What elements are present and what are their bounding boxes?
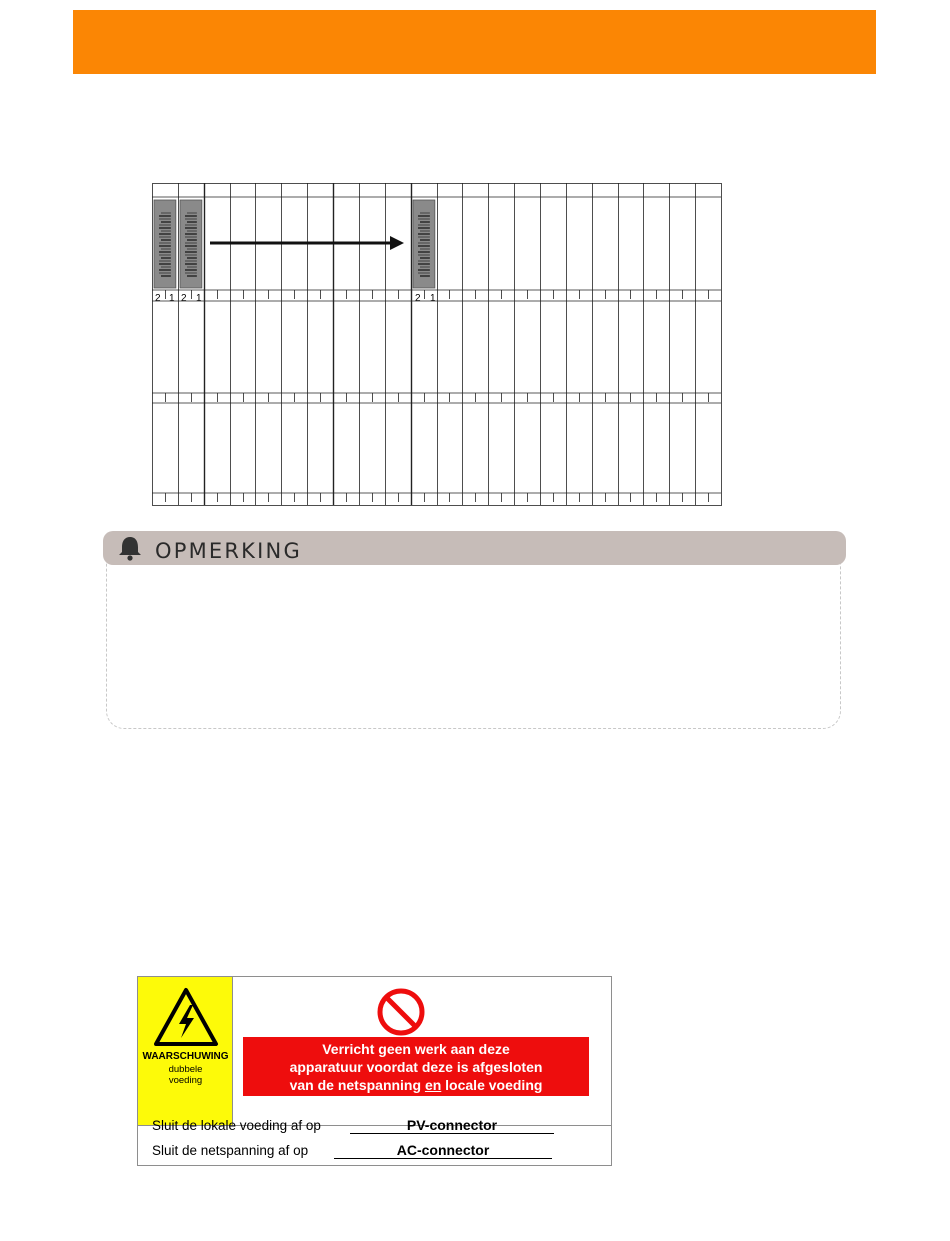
panel-sticker [413,200,435,288]
red-line-2: apparatuur voordat deze is afgesloten [289,1059,543,1075]
row-label-1c: 1 [430,293,436,304]
bell-icon [116,535,144,561]
warning-sign [137,976,612,1166]
red-line-3-post: locale voeding [441,1077,543,1093]
warning-sub-1: dubbele [168,1064,203,1075]
panel-layout-diagram [152,183,722,506]
high-voltage-icon [153,987,219,1047]
red-line-3-pre: van de netspanning [289,1077,425,1093]
red-line-1: Verricht geen werk aan deze [322,1041,510,1057]
sign-line-1-value: PV-connector [350,1117,554,1134]
sign-line-2-label: Sluit de netspanning af op [152,1143,309,1158]
row-label-1: 1 [169,293,175,304]
red-warning-text [243,1037,589,1096]
warning-title: WAARSCHUWING [142,1051,229,1062]
row-label-2b: 2 [181,293,187,304]
panel-sticker [154,200,176,288]
warning-panel [138,977,233,1125]
move-arrow-head [390,236,404,250]
sign-line-1-label: Sluit de lokale voeding af op [152,1118,321,1133]
panel-sticker [180,200,202,288]
row-label-1b: 1 [196,293,202,304]
prohibition-panel [233,977,611,1125]
header-bar [73,10,876,74]
warning-sub-2: voeding [168,1075,203,1086]
red-line-3 [243,1076,589,1094]
no-entry-icon [376,987,426,1037]
row-label-2: 2 [155,293,161,304]
grid-border [153,184,722,506]
red-line-3-underlined: en [424,1077,442,1093]
note-title: OPMERKING [155,539,302,563]
note-box [106,546,841,729]
row-label-2c: 2 [415,293,421,304]
panel-grid [152,183,722,506]
sign-line-2-value: AC-connector [334,1142,552,1159]
